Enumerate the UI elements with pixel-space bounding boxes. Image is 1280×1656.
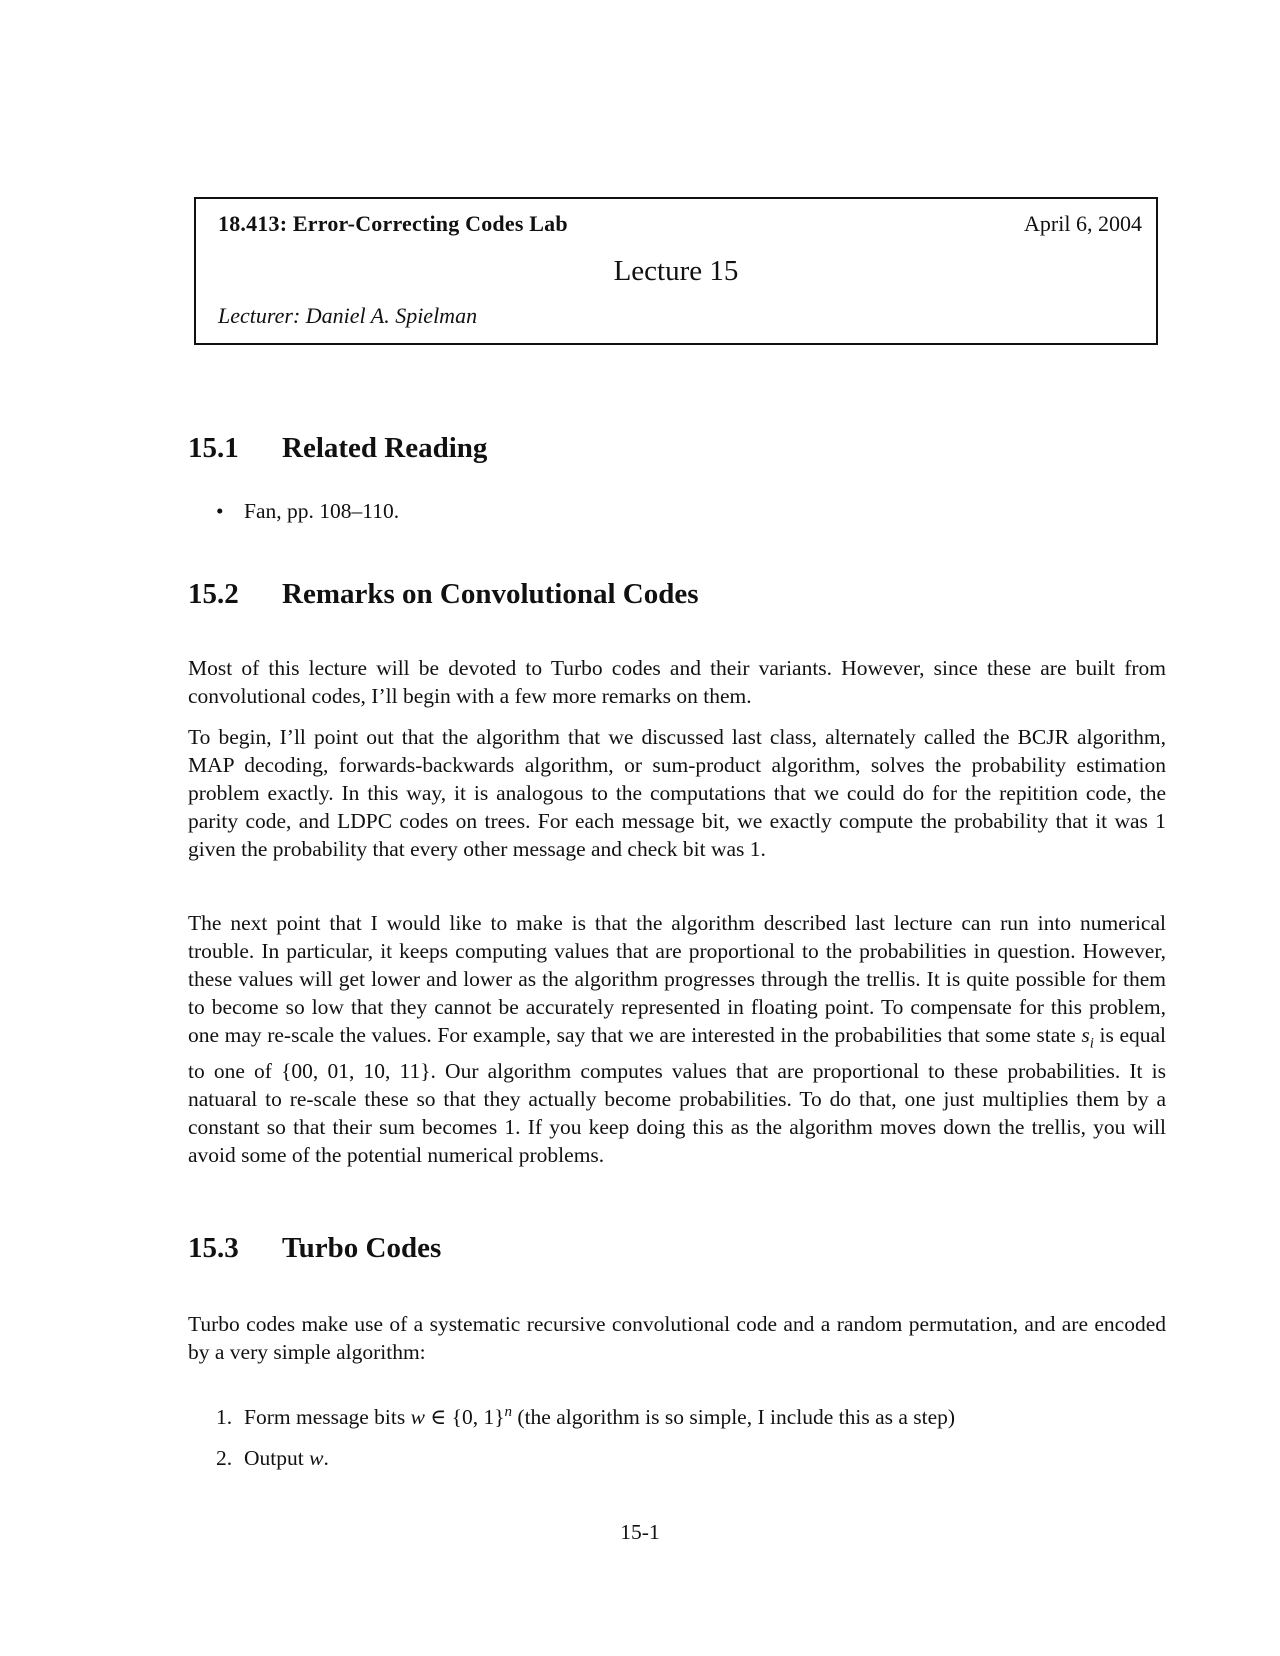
paragraph-text-part: The next point that I would like to make is that the algorithm described last lecture can run into numerical trouble. In particular, it keeps computing values that are proportional to the probabilities in question. However, these values will get lower and lower as the algorithm progresses through the trellis. It is quite possible for them to become so low that they cannot be accurately represented in floating point. To compensate for this problem, one may re-scale the values. For example, say that we are interested in the probabilities that some state (188, 911, 1166, 1047)
bullet-icon: • (216, 499, 224, 523)
section-number: 15.1 (188, 432, 239, 464)
paragraph-text-part: is equal to one of {00, 01, 10, 11}. Our algorithm computes values that are proportional to these probabilities. It is natuaral to re-scale these so that they actually become probabilities. To do that, one just multiplies them by a constant so that their sum becomes 1. If you keep doing this as the algorithm moves down the trellis, you will avoid some of the potential numerical problems. (188, 1023, 1167, 1168)
step-text: Form message bits (244, 1405, 406, 1430)
paragraph-bcjr: To begin, I’ll point out that the algorithm that we discussed last class, alternately called the BCJR algorithm, MAP decoding, forwards-backwards algorithm, or sum-product algorithm, solves the probability estimation problem exactly. In this way, it is analogous to the computations that we could do for the repitition code, the parity code, and LDPC codes on trees. For each message bit, we exactly compute the probability that it was 1 given the probability that every other message and check bit was 1. (188, 725, 1166, 861)
math-variable: w (410, 1405, 425, 1430)
course-title: 18.413: Error-Correcting Codes Lab (218, 211, 568, 236)
section-title: Remarks on Convolutional Codes (282, 578, 699, 610)
math-symbol: s (1081, 1023, 1090, 1047)
step-number: 2. (216, 1446, 233, 1470)
lecture-title: Lecture 15 (613, 255, 739, 287)
page-number: 15-1 (620, 1520, 660, 1544)
math-subscript: i (1089, 1035, 1094, 1052)
lecture-date: April 6, 2004 (1024, 211, 1142, 236)
math-variable: w (309, 1446, 324, 1470)
section-number: 15.2 (188, 578, 239, 610)
paragraph-numerical-trouble (188, 909, 1166, 1169)
section-heading-convolutional-codes (188, 578, 699, 611)
section-title: Related Reading (282, 432, 488, 464)
math-exponent: n (504, 1404, 513, 1420)
step-text: Output (244, 1446, 304, 1470)
paragraph-turbo-intro: Turbo codes make use of a systematic recursive convolutional code and a random permutation, and are encoded by a very simple algorithm: (188, 1312, 1166, 1364)
algorithm-step (216, 1398, 955, 1431)
lecture-header-box (194, 197, 1158, 345)
paragraph-intro: Most of this lecture will be devoted to Turbo codes and their variants. However, since these are built from convolutional codes, I’ll begin with a few more remarks on them. (188, 656, 1166, 708)
step-text: (the algorithm is so simple, I include this as a step) (517, 1405, 956, 1430)
algorithm-step (216, 1444, 329, 1472)
reading-bullet-item (216, 497, 399, 525)
lecturer-name: Lecturer: Daniel A. Spielman (218, 303, 478, 328)
section-heading-related-reading (188, 432, 487, 465)
reading-reference: Fan, pp. 108–110. (244, 499, 400, 523)
section-heading-turbo-codes (188, 1232, 441, 1265)
section-title: Turbo Codes (282, 1232, 442, 1264)
step-number: 1. (216, 1405, 233, 1430)
math-set: ∈ {0, 1} (430, 1405, 505, 1430)
math-state-variable (1081, 1023, 1094, 1052)
section-number: 15.3 (188, 1232, 239, 1264)
step-text: . (323, 1446, 329, 1470)
